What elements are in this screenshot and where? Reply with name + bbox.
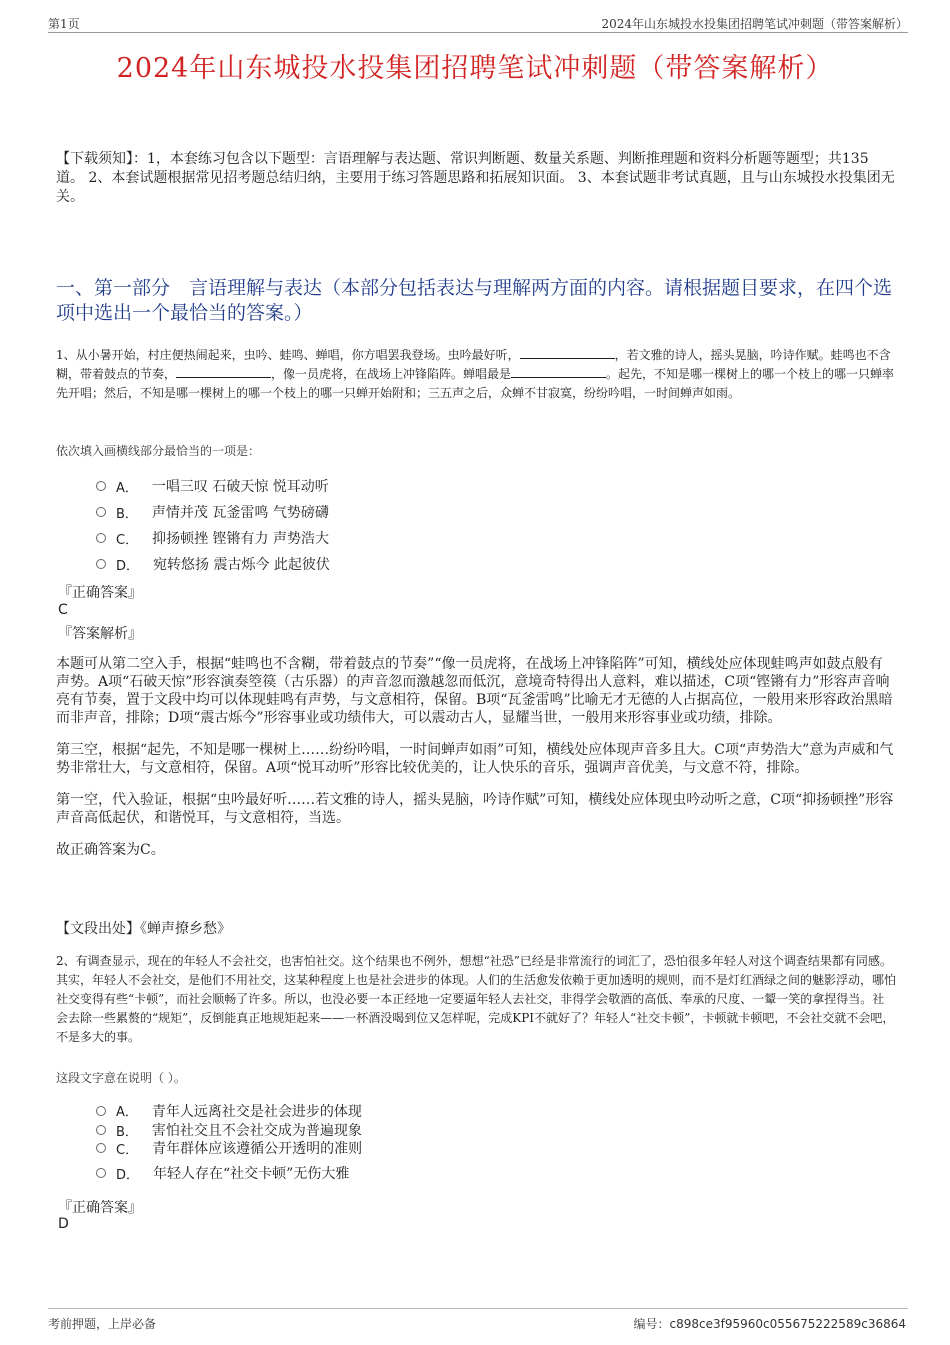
option-b[interactable]: B． 害怕社交且不会社交成为普遍现象 [96, 1122, 596, 1138]
page-number: 第1页 [48, 17, 80, 31]
document-title: 2024年山东城投水投集团招聘笔试冲刺题（带答案解析） [116, 53, 834, 84]
option-d[interactable]: D． 宛转悠扬 震古烁今 此起彼伏 [96, 551, 596, 577]
blank-3 [511, 365, 606, 378]
blank-1 [520, 346, 615, 359]
analysis-paragraph: 第一空，代入验证，根据“虫吟最好听……若文雅的诗人，摇头晃脑，吟诗作赋”可知，横线处应体现虫吟动听之意，C项“抑扬顿挫”形容声音高低起伏，和谐悦耳，与文意相符，当选。 [56, 792, 894, 826]
question-1 [56, 346, 896, 403]
analysis-label: 『答案解析』 [58, 626, 142, 642]
header-doc-name: 2024年山东城投水投集团招聘笔试冲刺题（带答案解析） [601, 17, 908, 31]
option-d[interactable]: D． 年轻人存在“社交卡顿”无伤大雅 [96, 1158, 596, 1188]
footer-slogan: 考前押题，上岸必备 [48, 1317, 157, 1331]
option-c[interactable]: C． 青年群体应该遵循公开透明的准则 [96, 1138, 596, 1158]
radio-icon[interactable] [96, 481, 106, 491]
analysis-paragraph: 第三空，根据“起先，不知是哪一棵树上……纷纷吟唱，一时间蝉声如雨”可知，横线处应体现声音多且大。C项“声势浩大”意为声威和气势非常壮大，与文意相符，保留。A项“悦耳动听”形容比较优美的，让人快乐的音乐，强调声音优美，与文意不符，排除。 [56, 742, 894, 776]
question-1-ask: 依次填入画横线部分最恰当的一项是： [56, 444, 261, 458]
question-1-text: 1、从小暑开始，村庄便热闹起来，虫吟、蛙鸣、蝉唱，你方唱罢我登场。虫吟最好听， ，若文雅的诗人，摇头晃脑，吟诗作赋。蛙鸣也不含糊，带着鼓点的节奏， ，像一员虎将，在战场上冲锋陷阵。蝉唱最是 。起先，不知是哪一棵树上的哪一个枝上的哪一只蝉率先开唱；然后，不知是哪一棵树上的哪一个枝上的哪一只蝉开始附和；三五声之后，众蝉不甘寂寞，纷纷吟唱，一时间蝉声如雨。 [56, 348, 895, 400]
analysis-paragraph: 故正确答案为C。 [56, 842, 165, 858]
footer-doc-id: 编号：c898ce3f95960c055675222589c36864 [633, 1317, 906, 1331]
answer-label: 『正确答案』 [58, 585, 142, 601]
radio-icon[interactable] [96, 533, 106, 543]
question-2-ask: 这段文字意在说明（ ）。 [56, 1071, 186, 1085]
option-a[interactable]: A． 青年人远离社交是社会进步的体现 [96, 1099, 596, 1122]
answer-value: D [58, 1216, 69, 1232]
answer-label: 『正确答案』 [58, 1200, 142, 1216]
option-a[interactable]: A． 一唱三叹 石破天惊 悦耳动听 [96, 473, 596, 499]
download-notice: 【下载须知】：1，本套练习包含以下题型：言语理解与表达题、常识判断题、数量关系题、判断推理题和资料分析题等题型；共135道。 2、本套试题根据常见招考题总结归纳，主要用于练习答题思路和拓展知识面。 3、本套试题非考试真题，且与山东城投水投集团无关。 [56, 151, 895, 205]
section-heading: 一、第一部分 言语理解与表达（本部分包括表达与理解两方面的内容。请根据题目要求，在四个选项中选出一个最恰当的答案。） [56, 277, 893, 324]
radio-icon[interactable] [96, 1143, 106, 1153]
option-b[interactable]: B． 声情并茂 瓦釜雷鸣 气势磅礴 [96, 499, 596, 525]
question-2-options [96, 1099, 596, 1188]
question-2 [56, 952, 896, 1047]
page-header [48, 12, 908, 33]
answer-analysis [56, 655, 896, 873]
question-1-options [96, 473, 596, 577]
blank-2 [176, 365, 271, 378]
answer-value: C [58, 602, 68, 618]
radio-icon[interactable] [96, 559, 106, 569]
radio-icon[interactable] [96, 1125, 106, 1135]
radio-icon[interactable] [96, 1106, 106, 1116]
text-source: 【文段出处】《蝉声撩乡愁》 [56, 921, 231, 937]
analysis-paragraph: 本题可从第二空入手，根据“蛙鸣也不含糊，带着鼓点的节奏”“像一员虎将，在战场上冲锋陷阵”可知，横线处应体现蛙鸣声如鼓点般有声势。A项“石破天惊”形容演奏箜篌（古乐器）的声音忽而激越忽而低沉，意境奇特得出人意料，难以描述，C项“铿锵有力”形容声音响亮有节奏，置于文段中均可以体现蛙鸣有声势，与文意相符，保留。B项“瓦釜雷鸣”比喻无才无德的人占据高位，一般用来形容政治黑暗而非声音，排除；D项“震古烁今”形容事业或功绩伟大，可以震动古人，显耀当世，一般用来形容事业或功绩，排除。 [56, 656, 893, 726]
footer-divider [48, 1308, 908, 1309]
option-c[interactable]: C． 抑扬顿挫 铿锵有力 声势浩大 [96, 525, 596, 551]
question-2-text: 2、有调查显示，现在的年轻人不会社交，也害怕社交。这个结果也不例外，想想“社恐”已经是非常流行的词汇了，恐怕很多年轻人对这个调查结果都有同感。其实，年轻人不会社交，是他们不用社交，这某种程度上也是社会进步的体现。人们的生活愈发依赖于更加透明的规则，而不是灯红酒绿之间的魅影浮动，哪怕社交变得有些“卡顿”，而社会顺畅了许多。所以，也没必要一本正经地一定要逼年轻人去社交，非得学会敬酒的高低、奉承的尺度、一颦一笑的拿捏得当。社会去除一些累赘的“规矩”，反倒能真正地规矩起来——一杯酒没喝到位又怎样呢，完成KPI不就好了？年轻人“社交卡顿”，卡顿就卡顿吧，不会社交就不会吧，不是多大的事。 [56, 954, 897, 1044]
radio-icon[interactable] [96, 1168, 106, 1178]
radio-icon[interactable] [96, 507, 106, 517]
